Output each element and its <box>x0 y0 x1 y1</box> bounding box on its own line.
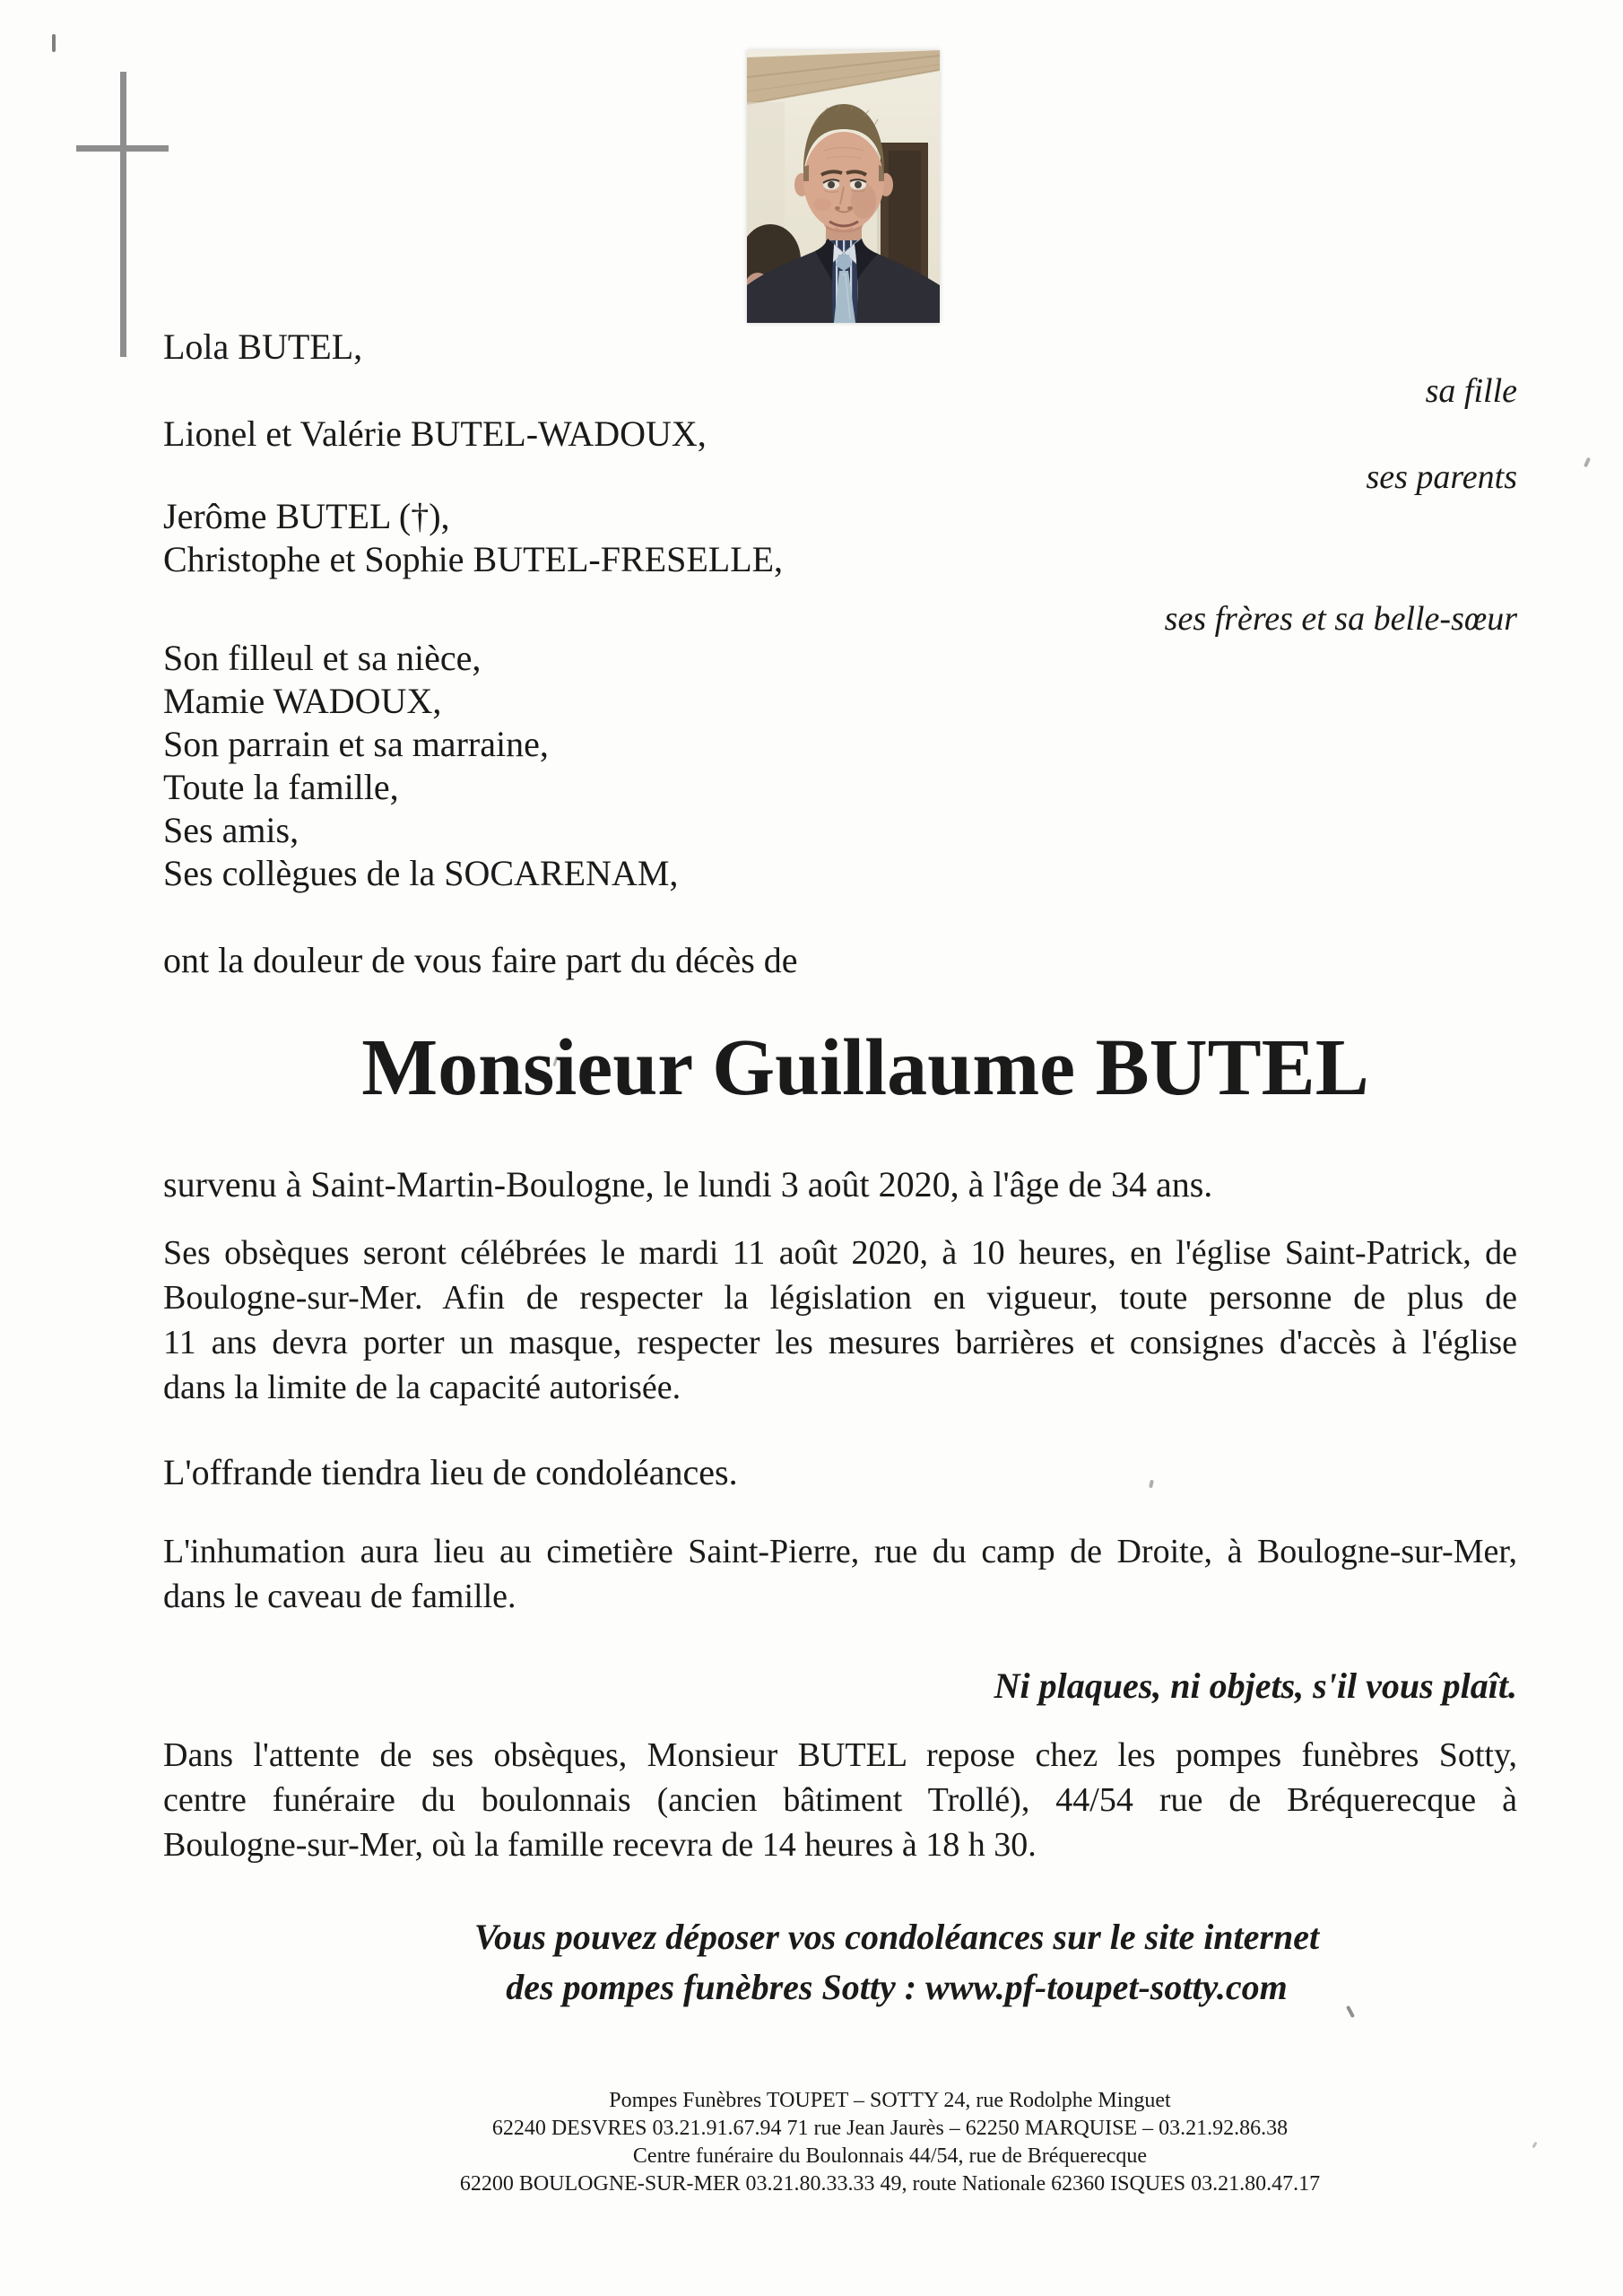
ceremony-line: dans la limite de la capacité autorisée. <box>163 1369 681 1406</box>
mourner-line: Lionel et Valérie BUTEL-WADOUX, <box>163 413 707 454</box>
footer-line: Centre funéraire du Boulonnais 44/54, rue de Bréquerecque <box>632 2144 1148 2168</box>
mourner-line: Toute la famille, <box>163 767 399 807</box>
mourner-line: Son filleul et sa nièce, <box>163 638 482 678</box>
condolences-line: Vous pouvez déposer vos condoléances sur le site internet <box>473 1917 1320 1957</box>
scan-artifact <box>1584 457 1591 468</box>
mourners-group-child <box>163 326 362 369</box>
scan-artifact <box>52 34 56 52</box>
ceremony-line: Boulogne-sur-Mer. Afin de respecter la législation en vigueur, toute personne de plus de <box>163 1279 1517 1317</box>
portrait-photo <box>747 50 940 323</box>
footer-line: Pompes Funèbres TOUPET – SOTTY 24, rue Rodolphe Minguet <box>609 2089 1171 2112</box>
death-info-line: survenu à Saint-Martin-Boulogne, le lundi 3 août 2020, à l'âge de 34 ans. <box>163 1164 1213 1205</box>
deceased-name-title: Monsieur Guillaume BUTEL <box>361 1023 1369 1112</box>
repose-line: Boulogne-sur-Mer, où la famille recevra de 14 heures à 18 h 30. <box>163 1826 1037 1864</box>
ceremony-line: Ses obsèques seront célébrées le mardi 11 août 2020, à 10 heures, en l'église Saint-Patrick, de <box>163 1234 1517 1272</box>
relation-label-daughter: sa fille <box>1425 372 1517 410</box>
mourner-line: Ses amis, <box>163 810 299 850</box>
funeral-home-footer <box>242 2087 1538 2198</box>
mourner-line: Mamie WADOUX, <box>163 681 442 721</box>
mourners-group-brothers <box>163 495 783 581</box>
mourner-line: Ses collègues de la SOCARENAM, <box>163 853 679 893</box>
announcement-intro: ont la douleur de vous faire part du décès de <box>163 940 798 980</box>
ceremony-line: 11 ans devra porter un masque, respecter les mesures barrières et consignes d'accès à l'église <box>163 1324 1517 1361</box>
mourners-group-family-friends <box>163 637 678 895</box>
cross-vertical-bar <box>120 72 126 357</box>
repose-line: centre funéraire du boulonnais (ancien bâtiment Trollé), 44/54 rue de Bréquerecque à <box>163 1781 1517 1819</box>
burial-line: dans le caveau de famille. <box>163 1578 516 1615</box>
condolences-line: des pompes funèbres Sotty : www.pf-toupet-sotty.com <box>506 1967 1288 2007</box>
ceremony-paragraph <box>163 1231 1517 1410</box>
online-condolences-note <box>247 1912 1547 2013</box>
mourners-group-parents <box>163 413 707 456</box>
repose-paragraph <box>163 1733 1517 1867</box>
relation-label-brothers: ses frères et sa belle-sœur <box>1164 600 1517 638</box>
mourner-line: Lola BUTEL, <box>163 326 363 367</box>
scan-artifact <box>1149 1480 1154 1489</box>
offering-line: L'offrande tiendra lieu de condoléances. <box>163 1452 738 1492</box>
footer-line: 62240 DESVRES 03.21.91.67.94 71 rue Jean Jaurès – 62250 MARQUISE – 03.21.92.86.38 <box>491 2117 1289 2140</box>
no-flowers-request: Ni plaques, ni objets, s'il vous plaît. <box>994 1665 1517 1706</box>
burial-line: L'inhumation aura lieu au cimetière Saint-Pierre, rue du camp de Droite, à Boulogne-sur-Mer, <box>163 1533 1517 1570</box>
cross-horizontal-bar <box>76 145 169 152</box>
mourner-line: Christophe et Sophie BUTEL-FRESELLE, <box>163 539 784 579</box>
portrait-photo-illustration <box>747 50 940 323</box>
relation-label-parents: ses parents <box>1366 458 1517 496</box>
mourner-line: Jerôme BUTEL (†), <box>163 496 450 536</box>
footer-line: 62200 BOULOGNE-SUR-MER 03.21.80.33.33 49, route Nationale 62360 ISQUES 03.21.80.47.17 <box>459 2172 1321 2196</box>
repose-line: Dans l'attente de ses obsèques, Monsieur BUTEL repose chez les pompes funèbres Sotty, <box>163 1736 1517 1774</box>
mourner-line: Son parrain et sa marraine, <box>163 724 549 764</box>
burial-paragraph <box>163 1529 1517 1619</box>
